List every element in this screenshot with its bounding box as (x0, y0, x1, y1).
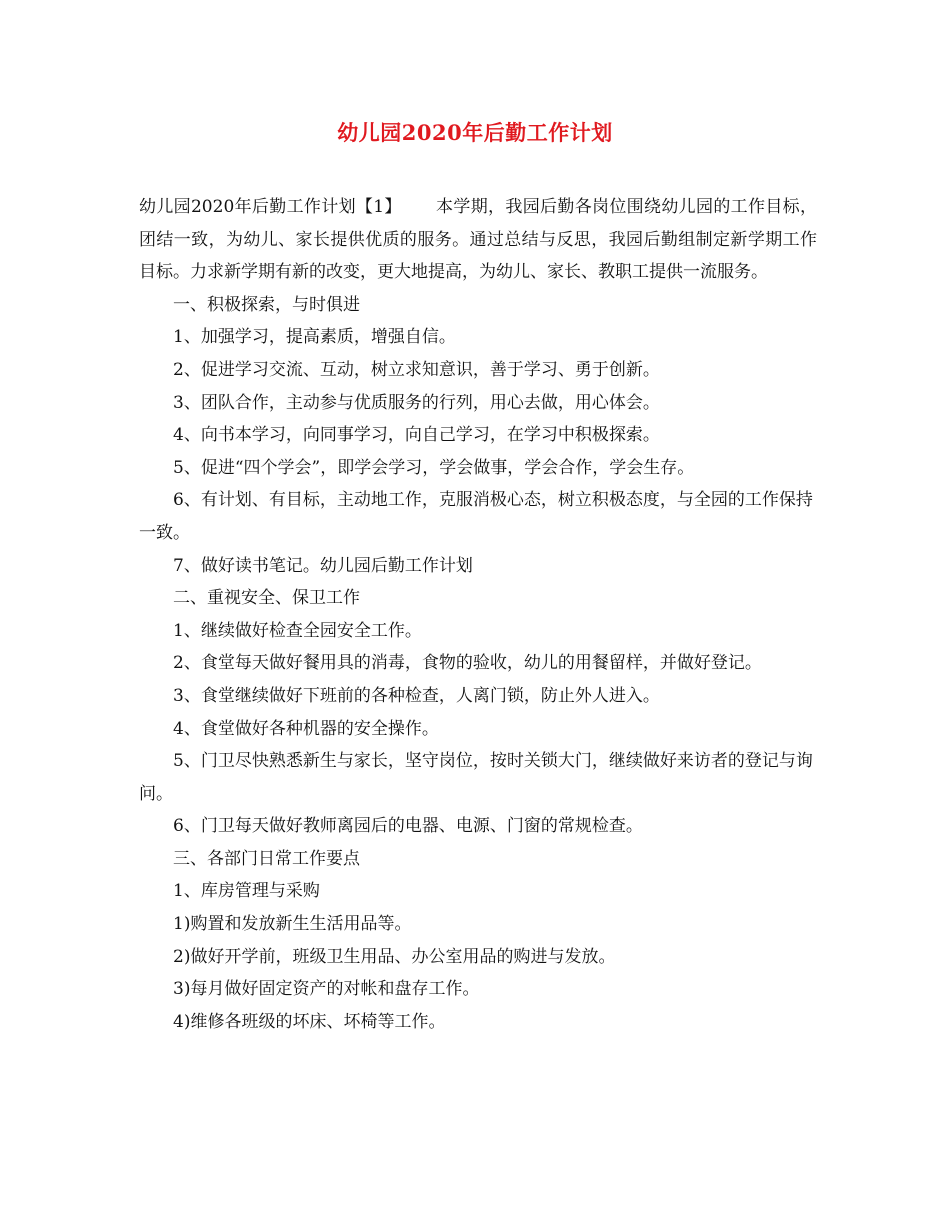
list-item: 4、食堂做好各种机器的安全操作。 (173, 718, 439, 739)
list-item: 1)购置和发放新生生活用品等。 (173, 914, 412, 935)
list-item: 4、向书本学习，向同事学习，向自己学习，在学习中积极探索。 (173, 425, 660, 446)
document-title: 幼儿园2020年后勤工作计划 (337, 120, 613, 145)
list-item: 1、库房管理与采购 (173, 881, 320, 902)
list-item: 2、促进学习交流、互动，树立求知意识，善于学习、勇于创新。 (173, 359, 660, 380)
list-item: 6、门卫每天做好教师离园后的电器、电源、门窗的常规检查。 (173, 816, 643, 837)
list-item: 2)做好开学前，班级卫生用品、办公室用品的购进与发放。 (173, 946, 616, 967)
list-item: 3)每月做好固定资产的对帐和盘存工作。 (173, 979, 480, 1000)
section-heading-2: 二、重视安全、保卫工作 (173, 588, 360, 609)
document-body (139, 191, 817, 1038)
list-item: 3、团队合作，主动参与优质服务的行列，用心去做，用心体会。 (173, 392, 660, 413)
list-item: 7、做好读书笔记。幼儿园后勤工作计划 (173, 555, 473, 576)
intro-text: 本学期，我园后勤各岗位围绕幼儿园的工作目标，团结一致，为幼儿、家长提供优质的服务。通过总结与反思，我园后勤组制定新学期工作目标。力求新学期有新的改变，更大地提高，为幼儿、家长、教职工提供一流服务。 (139, 197, 817, 283)
list-item: 1、加强学习，提高素质，增强自信。 (173, 327, 456, 348)
list-item: 5、门卫尽快熟悉新生与家长，坚守岗位，按时关锁大门，继续做好来访者的登记与询问。 (139, 751, 813, 804)
list-item: 1、继续做好检查全园安全工作。 (173, 620, 422, 641)
list-item: 4)维修各班级的坏床、坏椅等工作。 (173, 1011, 446, 1032)
list-item: 5、促进“四个学会”，即学会学习，学会做事，学会合作，学会生存。 (173, 457, 695, 478)
intro-paragraph (139, 191, 817, 289)
section-heading-1: 一、积极探索，与时俱进 (173, 294, 360, 315)
list-item: 2、食堂每天做好餐用具的消毒，食物的验收，幼儿的用餐留样，并做好登记。 (173, 653, 762, 674)
list-item: 3、食堂继续做好下班前的各种检查，人离门锁，防止外人进入。 (173, 685, 660, 706)
intro-lead: 幼儿园2020年后勤工作计划【1】 (139, 197, 402, 217)
list-item: 6、有计划、有目标，主动地工作，克服消极心态，树立积极态度，与全园的工作保持一致。 (139, 490, 813, 543)
section-heading-3: 三、各部门日常工作要点 (173, 848, 360, 869)
